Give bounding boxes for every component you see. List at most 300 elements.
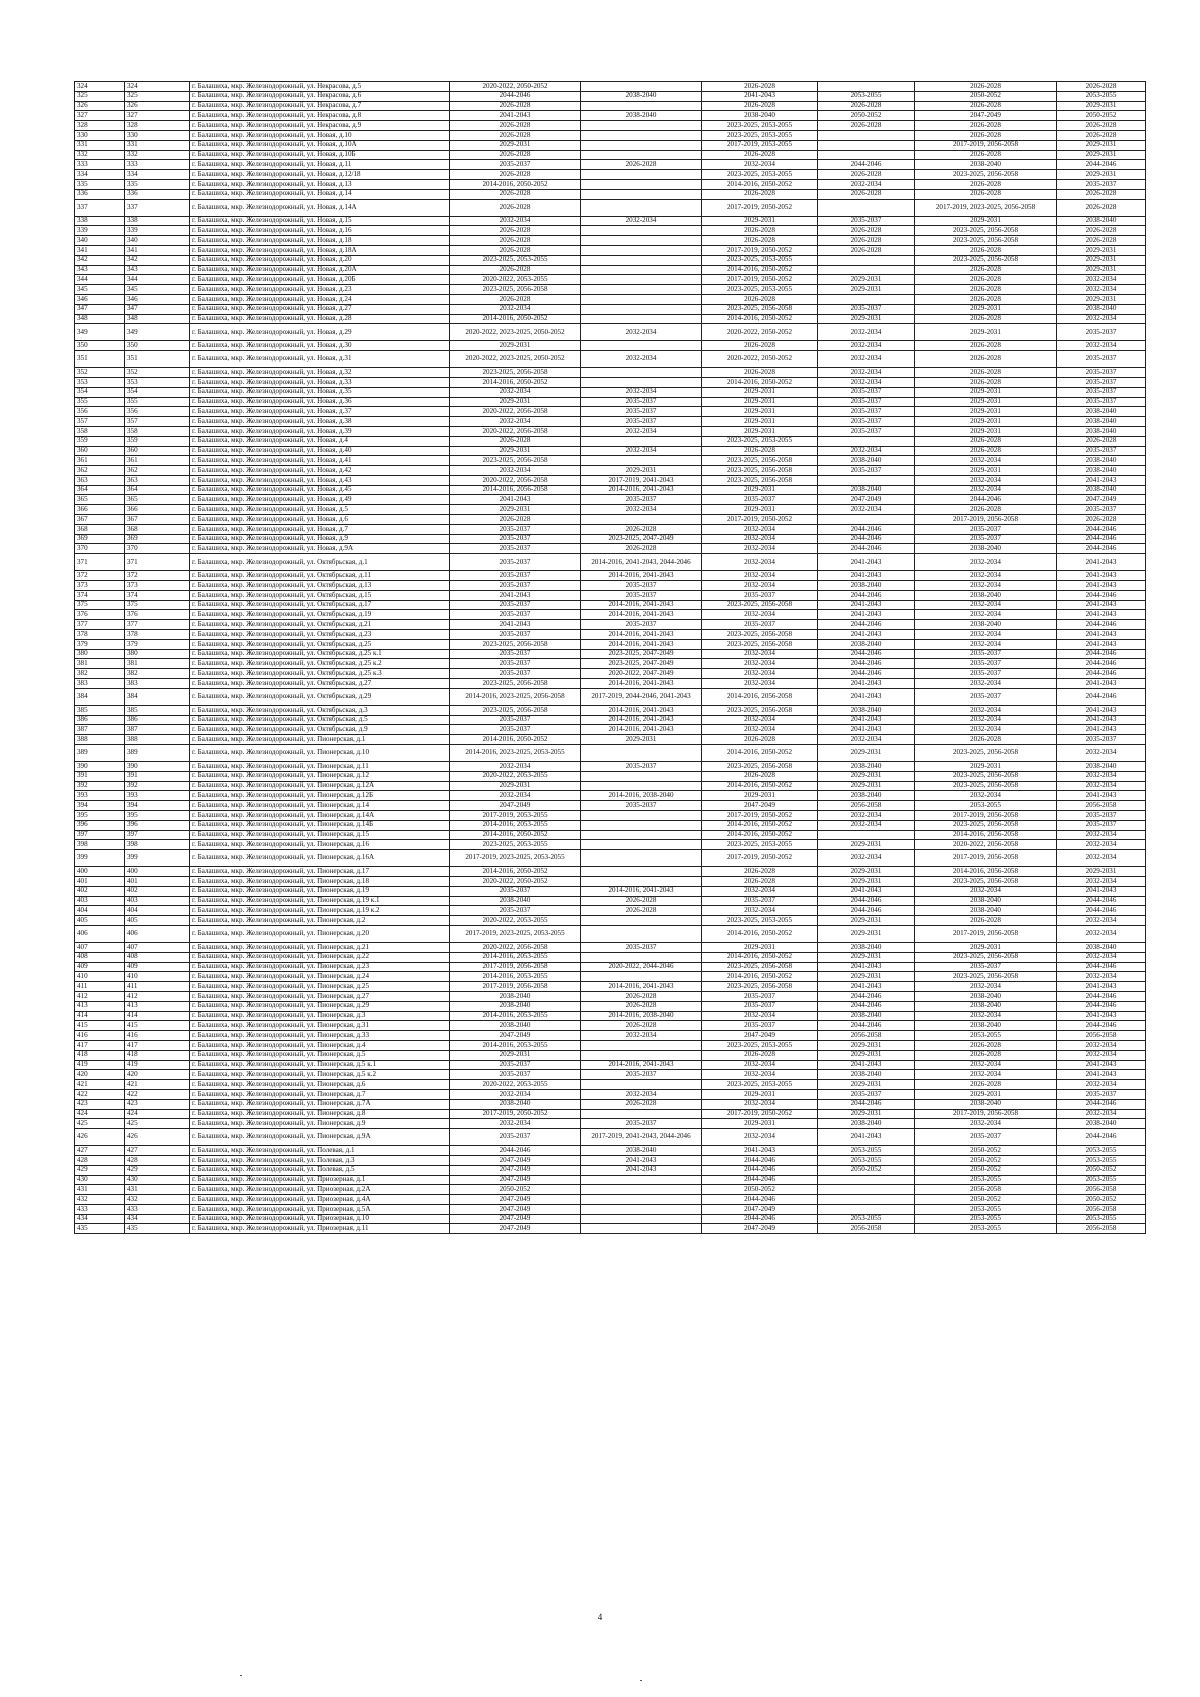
cell-address: г. Балашиха, мкр. Железнодорожный, ул. Октябрьская, д.13 [190, 581, 450, 591]
cell-address: г. Балашиха, мкр. Железнодорожный, ул. Некрасова, д.7 [190, 101, 450, 111]
cell-period-col-4: 2035-2037 [450, 160, 581, 170]
cell-period-col-8: 2017-2019, 2056-2058 [915, 850, 1057, 867]
cell-row-number: 390 [75, 762, 125, 772]
cell-period-col-9: 2029-2031 [1057, 255, 1146, 265]
cell-building-number: 339 [125, 226, 190, 236]
cell-row-number: 365 [75, 495, 125, 505]
cell-period-col-9: 2038-2040 [1057, 456, 1146, 466]
cell-period-col-5 [581, 130, 702, 140]
cell-period-col-5 [581, 850, 702, 867]
cell-address: г. Балашиха, мкр. Железнодорожный, ул. Октябрьская, д.27 [190, 679, 450, 689]
cell-row-number: 389 [75, 745, 125, 762]
cell-period-col-5: 2035-2037 [581, 942, 702, 952]
cell-period-col-6: 2032-2034 [702, 571, 818, 581]
cell-period-col-8: 2035-2037 [915, 688, 1057, 705]
cell-building-number: 421 [125, 1080, 190, 1090]
cell-period-col-8: 2032-2034 [915, 982, 1057, 992]
cell-period-col-8: 2032-2034 [915, 554, 1057, 571]
table-row [75, 1050, 1146, 1060]
table-row [75, 820, 1146, 830]
cell-period-col-8: 2026-2028 [915, 377, 1057, 387]
cell-address: г. Балашиха, мкр. Железнодорожный, ул. Новая, д.23 [190, 285, 450, 295]
cell-period-col-5: 2014-2016, 2038-2040 [581, 1011, 702, 1021]
cell-row-number: 429 [75, 1165, 125, 1175]
table-row [75, 524, 1146, 534]
cell-period-col-9: 2041-2043 [1057, 705, 1146, 715]
cell-row-number: 394 [75, 801, 125, 811]
cell-address: г. Балашиха, мкр. Железнодорожный, ул. Пионерская, д.6 [190, 1080, 450, 1090]
cell-period-col-9: 2038-2040 [1057, 417, 1146, 427]
cell-address: г. Балашиха, мкр. Железнодорожный, ул. Приозерная, д.5А [190, 1204, 450, 1214]
cell-period-col-9: 2026-2028 [1057, 130, 1146, 140]
cell-building-number: 353 [125, 377, 190, 387]
cell-period-col-9: 2044-2046 [1057, 991, 1146, 1001]
table-row [75, 341, 1146, 351]
cell-address: г. Балашиха, мкр. Железнодорожный, ул. Новая, д.28 [190, 314, 450, 324]
cell-row-number: 402 [75, 886, 125, 896]
cell-period-col-4: 2026-2028 [450, 199, 581, 216]
table-row [75, 886, 1146, 896]
cell-period-col-5: 2041-2043 [581, 1165, 702, 1175]
cell-period-col-5 [581, 150, 702, 160]
table-row [75, 1089, 1146, 1099]
cell-period-col-8: 2038-2040 [915, 544, 1057, 554]
cell-period-col-5: 2020-2022, 2047-2049 [581, 669, 702, 679]
cell-period-col-5: 2032-2034 [581, 216, 702, 226]
cell-period-col-8: 2023-2025, 2056-2058 [915, 972, 1057, 982]
cell-period-col-9: 2050-2052 [1057, 1165, 1146, 1175]
cell-period-col-4: 2032-2034 [450, 387, 581, 397]
cell-period-col-9: 2032-2034 [1057, 830, 1146, 840]
cell-period-col-6: 2023-2025, 2053-2055 [702, 436, 818, 446]
cell-period-col-7: 2041-2043 [818, 725, 915, 735]
cell-period-col-7: 2044-2046 [818, 1021, 915, 1031]
cell-row-number: 422 [75, 1089, 125, 1099]
cell-building-number: 407 [125, 942, 190, 952]
cell-period-col-7: 2038-2040 [818, 762, 915, 772]
cell-period-col-9: 2056-2058 [1057, 801, 1146, 811]
table-row [75, 236, 1146, 246]
cell-row-number: 403 [75, 896, 125, 906]
cell-address: г. Балашиха, мкр. Железнодорожный, ул. Октябрьская, д.15 [190, 590, 450, 600]
cell-address: г. Балашиха, мкр. Железнодорожный, ул. Новая, д.20Б [190, 275, 450, 285]
cell-period-col-7: 2041-2043 [818, 688, 915, 705]
cell-period-col-6: 2032-2034 [702, 669, 818, 679]
cell-period-col-8: 2038-2040 [915, 896, 1057, 906]
cell-period-col-6: 2044-2046 [702, 1155, 818, 1165]
cell-period-col-7: 2044-2046 [818, 160, 915, 170]
cell-period-col-9: 2056-2058 [1057, 1031, 1146, 1041]
table-row [75, 485, 1146, 495]
cell-period-col-9: 2041-2043 [1057, 791, 1146, 801]
cell-row-number: 418 [75, 1050, 125, 1060]
cell-row-number: 383 [75, 679, 125, 689]
cell-period-col-4: 2035-2037 [450, 886, 581, 896]
table-row [75, 811, 1146, 821]
cell-period-col-9: 2038-2040 [1057, 304, 1146, 314]
cell-address: г. Балашиха, мкр. Железнодорожный, ул. Пионерская, д.14Б [190, 820, 450, 830]
cell-address: г. Балашиха, мкр. Железнодорожный, ул. Новая, д.30 [190, 341, 450, 351]
cell-period-col-4: 2035-2037 [450, 554, 581, 571]
cell-period-col-4: 2014-2016, 2050-2052 [450, 867, 581, 877]
cell-period-col-8: 2023-2025, 2056-2058 [915, 170, 1057, 180]
cell-row-number: 430 [75, 1175, 125, 1185]
cell-period-col-6: 2023-2025, 2053-2055 [702, 916, 818, 926]
cell-period-col-9: 2047-2049 [1057, 495, 1146, 505]
cell-period-col-6: 2014-2016, 2050-2052 [702, 179, 818, 189]
cell-period-col-8: 2056-2058 [915, 1185, 1057, 1195]
cell-period-col-4: 2035-2037 [450, 649, 581, 659]
cell-building-number: 382 [125, 669, 190, 679]
cell-building-number: 373 [125, 581, 190, 591]
cell-period-col-6: 2050-2052 [702, 1185, 818, 1195]
table-row [75, 1011, 1146, 1021]
cell-period-col-6: 2032-2034 [702, 1070, 818, 1080]
cell-period-col-7: 2035-2037 [818, 216, 915, 226]
cell-building-number: 358 [125, 426, 190, 436]
cell-period-col-8: 2020-2022, 2056-2058 [915, 840, 1057, 850]
cell-period-col-4: 2026-2028 [450, 265, 581, 275]
cell-building-number: 340 [125, 236, 190, 246]
cell-address: г. Балашиха, мкр. Железнодорожный, ул. Пионерская, д.33 [190, 1031, 450, 1041]
cell-period-col-7: 2029-2031 [818, 771, 915, 781]
cell-period-col-4: 2035-2037 [450, 544, 581, 554]
cell-period-col-7: 2035-2037 [818, 466, 915, 476]
cell-period-col-9: 2038-2040 [1057, 466, 1146, 476]
cell-period-col-4: 2035-2037 [450, 715, 581, 725]
table-row [75, 130, 1146, 140]
cell-row-number: 385 [75, 705, 125, 715]
cell-address: г. Балашиха, мкр. Железнодорожный, ул. Пионерская, д.16 [190, 840, 450, 850]
cell-period-col-7: 2032-2034 [818, 811, 915, 821]
cell-period-col-4: 2026-2028 [450, 170, 581, 180]
cell-address: г. Балашиха, мкр. Железнодорожный, ул. Полевая, д.3 [190, 1155, 450, 1165]
cell-period-col-8: 2029-2031 [915, 324, 1057, 341]
cell-building-number: 411 [125, 982, 190, 992]
table-row [75, 991, 1146, 1001]
cell-period-col-7 [818, 1204, 915, 1214]
cell-row-number: 396 [75, 820, 125, 830]
table-row [75, 669, 1146, 679]
cell-row-number: 404 [75, 906, 125, 916]
cell-building-number: 384 [125, 688, 190, 705]
table-row [75, 952, 1146, 962]
table-row [75, 111, 1146, 121]
cell-period-col-8: 2026-2028 [915, 1050, 1057, 1060]
table-row [75, 505, 1146, 515]
cell-row-number: 345 [75, 285, 125, 295]
cell-period-col-9: 2032-2034 [1057, 840, 1146, 850]
cell-row-number: 342 [75, 255, 125, 265]
cell-address: г. Балашиха, мкр. Железнодорожный, ул. Новая, д.5 [190, 505, 450, 515]
cell-building-number: 327 [125, 111, 190, 121]
cell-period-col-9: 2044-2046 [1057, 160, 1146, 170]
cell-period-col-7 [818, 475, 915, 485]
cell-period-col-5: 2026-2028 [581, 1001, 702, 1011]
cell-building-number: 337 [125, 199, 190, 216]
cell-period-col-4: 2014-2016, 2050-2052 [450, 830, 581, 840]
cell-period-col-4: 2035-2037 [450, 906, 581, 916]
cell-period-col-6: 2035-2037 [702, 495, 818, 505]
cell-period-col-7: 2029-2031 [818, 925, 915, 942]
cell-address: г. Балашиха, мкр. Железнодорожный, ул. Пионерская, д.9 [190, 1119, 450, 1129]
cell-period-col-8: 2023-2025, 2056-2058 [915, 781, 1057, 791]
cell-period-col-5 [581, 1224, 702, 1234]
cell-period-col-4: 2035-2037 [450, 659, 581, 669]
table-row [75, 1070, 1146, 1080]
cell-period-col-8: 2038-2040 [915, 590, 1057, 600]
cell-period-col-6: 2026-2028 [702, 867, 818, 877]
table-row [75, 982, 1146, 992]
table-row [75, 762, 1146, 772]
cell-row-number: 375 [75, 600, 125, 610]
cell-period-col-7: 2053-2055 [818, 91, 915, 101]
cell-building-number: 378 [125, 630, 190, 640]
cell-period-col-9: 2038-2040 [1057, 216, 1146, 226]
cell-period-col-7 [818, 150, 915, 160]
cell-period-col-9: 2029-2031 [1057, 101, 1146, 111]
cell-period-col-9: 2038-2040 [1057, 485, 1146, 495]
table-row [75, 590, 1146, 600]
cell-period-col-9: 2032-2034 [1057, 1109, 1146, 1119]
cell-period-col-6: 2014-2016, 2050-2052 [702, 745, 818, 762]
cell-period-col-8: 2029-2031 [915, 397, 1057, 407]
cell-period-col-6: 2014-2016, 2056-2058 [702, 688, 818, 705]
cell-period-col-6: 2029-2031 [702, 387, 818, 397]
cell-period-col-6: 2023-2025, 2056-2058 [702, 456, 818, 466]
cell-address: г. Балашиха, мкр. Железнодорожный, ул. Пионерская, д.8 [190, 1109, 450, 1119]
cell-period-col-5: 2035-2037 [581, 417, 702, 427]
cell-building-number: 341 [125, 245, 190, 255]
cell-period-col-5 [581, 285, 702, 295]
cell-building-number: 423 [125, 1099, 190, 1109]
cell-period-col-6: 2014-2016, 2050-2052 [702, 377, 818, 387]
cell-row-number: 331 [75, 140, 125, 150]
cell-period-col-9: 2041-2043 [1057, 725, 1146, 735]
cell-row-number: 324 [75, 82, 125, 92]
cell-period-col-4: 2032-2034 [450, 791, 581, 801]
cell-period-col-8: 2029-2031 [915, 762, 1057, 772]
cell-period-col-9: 2035-2037 [1057, 735, 1146, 745]
cell-building-number: 387 [125, 725, 190, 735]
cell-period-col-4: 2047-2049 [450, 1165, 581, 1175]
cell-period-col-4: 2029-2031 [450, 505, 581, 515]
cell-period-col-8: 2032-2034 [915, 715, 1057, 725]
cell-row-number: 330 [75, 130, 125, 140]
table-row [75, 925, 1146, 942]
table-row [75, 140, 1146, 150]
cell-row-number: 421 [75, 1080, 125, 1090]
cell-period-col-6: 2014-2016, 2050-2052 [702, 314, 818, 324]
cell-address: г. Балашиха, мкр. Железнодорожный, ул. Новая, д.45 [190, 485, 450, 495]
table-row [75, 456, 1146, 466]
cell-period-col-8: 2032-2034 [915, 679, 1057, 689]
table-row [75, 735, 1146, 745]
cell-building-number: 326 [125, 101, 190, 111]
cell-period-col-4: 2014-2016, 2053-2055 [450, 952, 581, 962]
cell-building-number: 345 [125, 285, 190, 295]
cell-period-col-5 [581, 368, 702, 378]
cell-period-col-8: 2017-2019, 2056-2058 [915, 925, 1057, 942]
cell-period-col-8: 2035-2037 [915, 524, 1057, 534]
cell-row-number: 363 [75, 475, 125, 485]
cell-period-col-9: 2041-2043 [1057, 1060, 1146, 1070]
cell-period-col-9: 2041-2043 [1057, 679, 1146, 689]
cell-address: г. Балашиха, мкр. Железнодорожный, ул. Новая, д.38 [190, 417, 450, 427]
cell-period-col-8: 2026-2028 [915, 82, 1057, 92]
cell-period-col-8: 2026-2028 [915, 351, 1057, 368]
cell-period-col-8: 2032-2034 [915, 1011, 1057, 1021]
cell-period-col-7: 2029-2031 [818, 1109, 915, 1119]
cell-address: г. Балашиха, мкр. Железнодорожный, ул. Октябрьская, д.25 [190, 639, 450, 649]
cell-period-col-9: 2035-2037 [1057, 179, 1146, 189]
table-row [75, 377, 1146, 387]
cell-row-number: 424 [75, 1109, 125, 1119]
cell-period-col-8: 2014-2016, 2056-2058 [915, 867, 1057, 877]
scan-speck [640, 1680, 642, 1681]
cell-period-col-6: 2023-2025, 2056-2058 [702, 304, 818, 314]
cell-period-col-8: 2014-2016, 2056-2058 [915, 830, 1057, 840]
cell-period-col-7: 2044-2046 [818, 620, 915, 630]
cell-row-number: 399 [75, 850, 125, 867]
cell-building-number: 357 [125, 417, 190, 427]
cell-period-col-9: 2026-2028 [1057, 515, 1146, 525]
cell-period-col-7 [818, 82, 915, 92]
cell-period-col-9: 2044-2046 [1057, 524, 1146, 534]
cell-period-col-8: 2032-2034 [915, 705, 1057, 715]
cell-period-col-4: 2047-2049 [450, 1224, 581, 1234]
cell-row-number: 359 [75, 436, 125, 446]
cell-period-col-8: 2038-2040 [915, 1021, 1057, 1031]
cell-building-number: 368 [125, 524, 190, 534]
cell-period-col-9: 2050-2052 [1057, 1195, 1146, 1205]
cell-period-col-7: 2044-2046 [818, 659, 915, 669]
cell-period-col-5 [581, 1185, 702, 1195]
cell-period-col-4: 2035-2037 [450, 524, 581, 534]
table-row [75, 639, 1146, 649]
cell-period-col-8: 2035-2037 [915, 669, 1057, 679]
cell-period-col-5: 2032-2034 [581, 505, 702, 515]
cell-address: г. Балашиха, мкр. Железнодорожный, ул. Пионерская, д.7А [190, 1099, 450, 1109]
cell-row-number: 350 [75, 341, 125, 351]
cell-period-col-8: 2026-2028 [915, 294, 1057, 304]
cell-period-col-8: 2035-2037 [915, 1129, 1057, 1146]
cell-building-number: 365 [125, 495, 190, 505]
cell-period-col-8: 2023-2025, 2056-2058 [915, 952, 1057, 962]
cell-period-col-5: 2035-2037 [581, 407, 702, 417]
cell-period-col-6: 2023-2025, 2056-2058 [702, 762, 818, 772]
cell-period-col-7: 2041-2043 [818, 962, 915, 972]
cell-period-col-5 [581, 304, 702, 314]
cell-row-number: 348 [75, 314, 125, 324]
table-row [75, 906, 1146, 916]
cell-building-number: 376 [125, 610, 190, 620]
capital-repair-schedule-table [74, 81, 1146, 1234]
cell-period-col-6: 2026-2028 [702, 446, 818, 456]
cell-period-col-5: 2014-2016, 2041-2043 [581, 886, 702, 896]
cell-period-col-4: 2017-2019, 2023-2025, 2053-2055 [450, 850, 581, 867]
cell-period-col-6: 2017-2019, 2050-2052 [702, 1109, 818, 1119]
table-row [75, 121, 1146, 131]
cell-period-col-8: 2050-2052 [915, 1155, 1057, 1165]
cell-period-col-9: 2035-2037 [1057, 377, 1146, 387]
cell-period-col-4: 2020-2022, 2050-2052 [450, 876, 581, 886]
cell-period-col-7: 2032-2034 [818, 377, 915, 387]
cell-period-col-4: 2014-2016, 2053-2055 [450, 1011, 581, 1021]
cell-address: г. Балашиха, мкр. Железнодорожный, ул. Пионерская, д.4 [190, 1040, 450, 1050]
cell-address: г. Балашиха, мкр. Железнодорожный, ул. Новая, д.32 [190, 368, 450, 378]
cell-address: г. Балашиха, мкр. Железнодорожный, ул. Новая, д.35 [190, 387, 450, 397]
cell-period-col-5: 2035-2037 [581, 801, 702, 811]
cell-period-col-6: 2026-2028 [702, 101, 818, 111]
cell-period-col-4: 2038-2040 [450, 1001, 581, 1011]
cell-building-number: 363 [125, 475, 190, 485]
cell-building-number: 389 [125, 745, 190, 762]
cell-address: г. Балашиха, мкр. Железнодорожный, ул. Пионерская, д.19 [190, 886, 450, 896]
cell-address: г. Балашиха, мкр. Железнодорожный, ул. Новая, д.13 [190, 179, 450, 189]
cell-row-number: 352 [75, 368, 125, 378]
cell-row-number: 341 [75, 245, 125, 255]
cell-period-col-7: 2032-2034 [818, 351, 915, 368]
cell-period-col-6: 2032-2034 [702, 1099, 818, 1109]
cell-building-number: 367 [125, 515, 190, 525]
cell-row-number: 357 [75, 417, 125, 427]
cell-period-col-4: 2014-2016, 2023-2025, 2056-2058 [450, 688, 581, 705]
cell-period-col-4: 2047-2049 [450, 1155, 581, 1165]
cell-period-col-7: 2044-2046 [818, 649, 915, 659]
cell-period-col-4: 2035-2037 [450, 600, 581, 610]
cell-period-col-7: 2044-2046 [818, 544, 915, 554]
cell-period-col-4: 2026-2028 [450, 121, 581, 131]
cell-row-number: 327 [75, 111, 125, 121]
cell-period-col-6: 2029-2031 [702, 942, 818, 952]
cell-period-col-4: 2032-2034 [450, 417, 581, 427]
cell-period-col-4: 2017-2019, 2056-2058 [450, 982, 581, 992]
cell-address: г. Балашиха, мкр. Железнодорожный, ул. Пионерская, д.12Б [190, 791, 450, 801]
cell-period-col-6: 2017-2019, 2050-2052 [702, 811, 818, 821]
cell-period-col-4: 2026-2028 [450, 101, 581, 111]
cell-address: г. Балашиха, мкр. Железнодорожный, ул. Новая, д.15 [190, 216, 450, 226]
cell-period-col-6: 2026-2028 [702, 876, 818, 886]
cell-period-col-7: 2041-2043 [818, 679, 915, 689]
table-row [75, 715, 1146, 725]
cell-period-col-9: 2032-2034 [1057, 341, 1146, 351]
cell-period-col-8: 2038-2040 [915, 160, 1057, 170]
cell-period-col-6: 2014-2016, 2050-2052 [702, 830, 818, 840]
cell-period-col-4: 2050-2052 [450, 1185, 581, 1195]
cell-period-col-7 [818, 199, 915, 216]
cell-address: г. Балашиха, мкр. Железнодорожный, ул. Пионерская, д.15 [190, 830, 450, 840]
cell-period-col-9: 2038-2040 [1057, 942, 1146, 952]
cell-period-col-8: 2026-2028 [915, 1040, 1057, 1050]
cell-period-col-4: 2032-2034 [450, 304, 581, 314]
cell-period-col-4: 2023-2025, 2056-2058 [450, 705, 581, 715]
cell-period-col-5: 2026-2028 [581, 906, 702, 916]
cell-period-col-9: 2029-2031 [1057, 265, 1146, 275]
cell-period-col-4: 2014-2016, 2050-2052 [450, 377, 581, 387]
cell-period-col-7: 2035-2037 [818, 304, 915, 314]
cell-period-col-6: 2032-2034 [702, 610, 818, 620]
cell-period-col-8: 2029-2031 [915, 216, 1057, 226]
cell-row-number: 361 [75, 456, 125, 466]
table-row [75, 226, 1146, 236]
table-row [75, 771, 1146, 781]
cell-row-number: 344 [75, 275, 125, 285]
cell-period-col-8: 2032-2034 [915, 600, 1057, 610]
cell-period-col-5 [581, 745, 702, 762]
cell-period-col-8: 2017-2019, 2056-2058 [915, 140, 1057, 150]
cell-period-col-8: 2044-2046 [915, 495, 1057, 505]
